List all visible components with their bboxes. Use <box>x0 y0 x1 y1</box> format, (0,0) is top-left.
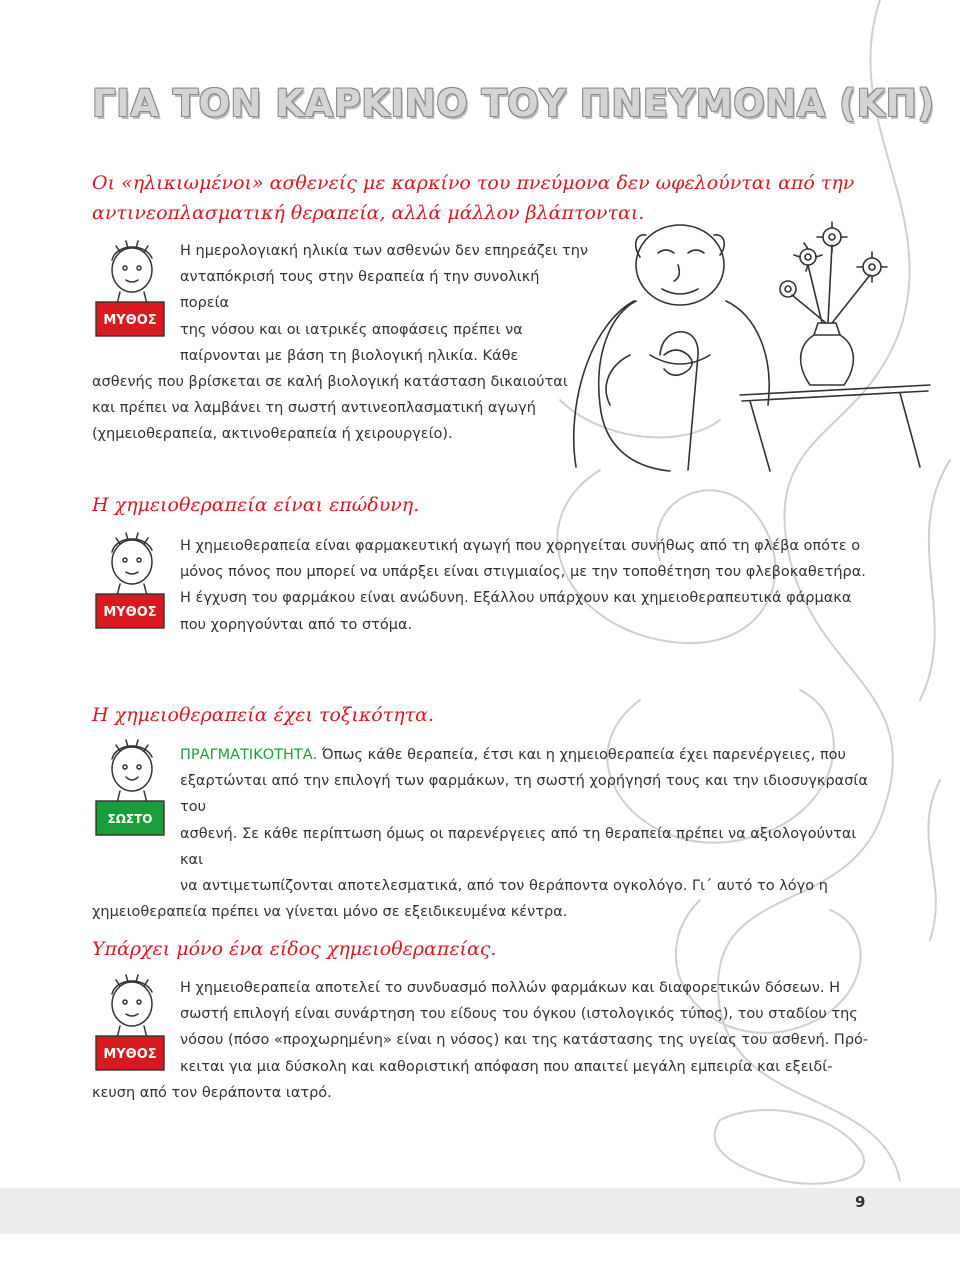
section-2-line: που χορηγούνται από το στόμα. <box>180 616 413 633</box>
section-1-heading-line1: Οι «ηλικιωμένοι» ασθενείς με καρκίνο του πνεύμονα δεν ωφελούνται από την <box>92 172 855 194</box>
section-2-heading: Η χημειοθεραπεία είναι επώδυνη. <box>92 494 420 516</box>
section-3-line: να αντιμετωπίζονται αποτελεσματικά, από τον θεράποντα ογκολόγο. Γι΄ αυτό το λόγο η <box>180 878 828 895</box>
section-1-line: και πρέπει να λαμβάνει τη σωστή αντινεοπλασματική αγωγή <box>92 400 536 417</box>
section-1-line: της νόσου και οι ιατρικές αποφάσεις πρέπει να <box>180 321 523 338</box>
page-number: 9 <box>855 1193 866 1211</box>
section-2-line: μόνος πόνος που μπορεί να υπάρξει είναι στιγμιαίος, με την τοποθέτηση του φλεβοκαθετήρα. <box>180 564 866 581</box>
section-4-line: νόσου (πόσο «προχωρημένη» είναι η νόσος) και της κατάστασης της υγείας του ασθενή. Πρό- <box>180 1032 869 1049</box>
section-1-line: Η ημερολογιακή ηλικία των ασθενών δεν επηρεάζει την <box>180 243 589 259</box>
section-1-heading <box>92 168 892 228</box>
section-2-line: Η έγχυση του φαρμάκου είναι ανώδυνη. Εξάλλου υπάρχουν και χημειοθεραπευτικά φάρμακα <box>180 590 852 607</box>
section-1-line: (χημειοθεραπεία, ακτινοθεραπεία ή χειρουργείο). <box>92 426 453 443</box>
section-2-line: Η χημειοθεραπεία είναι φαρμακευτική αγωγή που χορηγείται συνήθως από τη φλέβα οπότε ο <box>180 538 861 554</box>
section-3-line: εξαρτώνται από την επιλογή των φαρμάκων, τη σωστή χορήγησή τους και την ιδιοσυγκρασία του <box>180 773 868 816</box>
badge-text: ΣΩΣΤΟ <box>107 812 153 826</box>
section-1-heading-line2: αντινεοπλασματική θεραπεία, αλλά μάλλον βλάπτονται. <box>92 202 645 224</box>
section-4-line: κευση από τον θεράποντα ιατρό. <box>92 1084 332 1101</box>
badge-text: ΜΥΘΟΣ <box>103 605 157 620</box>
section-3-body <box>92 742 870 925</box>
section-3-heading: Η χημειοθεραπεία έχει τοξικότητα. <box>92 704 435 726</box>
section-3-line-rest: Όπως κάθε θεραπεία, έτσι και η χημειοθεραπεία έχει παρενέργειες, που <box>317 747 846 763</box>
section-3-line: χημειοθεραπεία πρέπει να γίνεται μόνο σε εξειδικευμένα κέντρα. <box>92 904 568 921</box>
badge-text: ΜΥΘΟΣ <box>103 313 157 328</box>
footer-strip <box>0 1234 960 1280</box>
section-4-line: κειται για μια δύσκολη και καθοριστική απόφαση που απαιτεί μεγάλη εμπειρία και εξειδί- <box>180 1058 833 1075</box>
reality-label: ΠΡΑΓΜΑΤΙΚΟΤΗΤΑ. <box>180 747 318 763</box>
badge-text: ΜΥΘΟΣ <box>103 1047 157 1062</box>
section-4-heading: Υπάρχει μόνο ένα είδος χημειοθεραπείας. <box>92 938 497 960</box>
section-1-body <box>92 238 592 448</box>
section-1-line: παίρνονται με βάση τη βιολογική ηλικία. Κάθε <box>180 347 519 364</box>
mascot-myth-2 <box>90 530 170 654</box>
section-4-line: Η χημειοθεραπεία αποτελεί το συνδυασμό πολλών φαρμάκων και διαφορετικών δόσεων. Η <box>180 980 841 996</box>
section-1-line: ασθενής που βρίσκεται σε καλή βιολογική κατάσταση δικαιούται <box>92 374 568 391</box>
page-title: ΓΙΑ ΤΟΝ ΚΑΡΚΙΝΟ ΤΟΥ ΠΝΕΥΜΟΝΑ (ΚΠ) <box>92 82 935 125</box>
section-1-line: ανταπόκρισή τους στην θεραπεία ή την συνολική πορεία <box>180 269 540 312</box>
section-3-line: ασθενή. Σε κάθε περίπτωση όμως οι παρενέργειες από τη θεραπεία πρέπει να αξιολογούνται και <box>180 825 857 868</box>
section-2-body <box>180 533 880 638</box>
section-3-line <box>92 742 870 768</box>
elderly-man-illustration <box>570 205 950 475</box>
section-4-body <box>92 975 870 1106</box>
boy-mascot-icon <box>90 530 170 650</box>
section-4-line: σωστή επιλογή είναι συνάρτηση του είδους του όγκου (ιστολογικός τύπος), του σταδίου της <box>180 1006 858 1023</box>
